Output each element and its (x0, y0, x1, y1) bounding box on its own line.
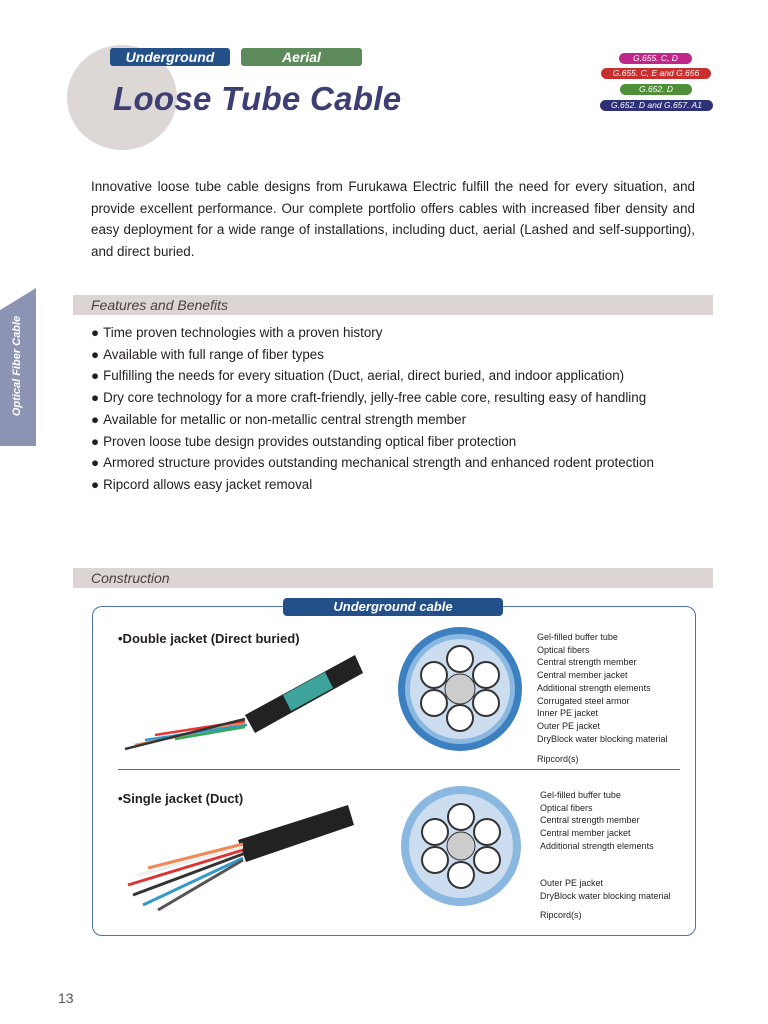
list-item: ● Dry core technology for a more craft-friendly, jelly-free cable core, resulting easy of handling (91, 387, 654, 409)
callout-label: Optical fibers (537, 644, 590, 655)
list-item: ● Ripcord allows easy jacket removal (91, 474, 654, 496)
list-item: ● Available for metallic or non-metallic central strength member (91, 409, 654, 431)
construction-heading-bar (73, 568, 713, 588)
list-item: ● Available with full range of fiber types (91, 344, 654, 366)
callout-label: Optical fibers (540, 802, 593, 813)
single-jacket-cable-image (118, 800, 358, 920)
sidebar-label: Optical Fiber Cable (11, 315, 23, 417)
callout-label: Inner PE jacket (537, 708, 599, 719)
features-heading: Features and Benefits (91, 297, 228, 313)
box-title: Underground cable (283, 598, 503, 616)
standard-badge: G.652. D (620, 84, 692, 95)
standard-badge: G.655. C, D (619, 53, 692, 64)
callout-label: Corrugated steel armor (537, 695, 630, 706)
single-jacket-labels (540, 789, 654, 853)
callout-label: Outer PE jacket (537, 720, 601, 731)
standard-badge: G.652. D and G.657. A1 (600, 100, 713, 111)
double-jacket-labels (537, 631, 668, 745)
divider (118, 769, 680, 770)
intro-paragraph: Innovative loose tube cable designs from Furukawa Electric fulfill the need for every situation, and provide excellent performance. Our complete portfolio offers cables with increased fiber density and easy deployment for a wide range of installations, including duct, aerial (Lashed and self-supporting), and direct buried. (91, 179, 695, 259)
double-jacket-cross-section (396, 627, 526, 752)
features-list (91, 322, 654, 496)
list-item: ● Fulfilling the needs for every situation (Duct, aerial, direct buried, and indoor application) (91, 365, 654, 387)
list-item: ● Armored structure provides outstanding mechanical strength and enhanced rodent protection (91, 452, 654, 474)
callout-label: DryBlock water blocking material (537, 733, 668, 744)
callout-label: Additional strength elements (540, 840, 654, 851)
callout-label: Gel-filled buffer tube (537, 632, 618, 642)
page-title: Loose Tube Cable (113, 80, 402, 117)
features-heading-bar (73, 295, 713, 315)
callout-label: Central strength member (540, 815, 640, 826)
list-item: ● Time proven technologies with a proven history (91, 322, 654, 344)
ripcord-label: Ripcord(s) (540, 910, 582, 920)
single-jacket-cross-section (400, 786, 522, 906)
callout-label: Central member jacket (537, 670, 628, 681)
ripcord-label: Ripcord(s) (537, 754, 579, 764)
double-jacket-cable-image (115, 645, 365, 760)
construction-heading: Construction (91, 570, 170, 586)
callout-label: Additional strength elements (537, 682, 651, 693)
double-jacket-title: •Double jacket (Direct buried) (118, 631, 300, 646)
callout-label: Central strength member (537, 657, 637, 668)
callout-label: Gel-filled buffer tube (540, 790, 621, 800)
tab-underground: Underground (110, 48, 230, 66)
callout-label: DryBlock water blocking material (540, 890, 671, 901)
callout-label: Central member jacket (540, 828, 631, 839)
standard-badge: G.655. C, E and G.656 (601, 68, 711, 79)
callout-label: Outer PE jacket (540, 878, 604, 888)
list-item: ● Proven loose tube design provides outstanding optical fiber protection (91, 431, 654, 453)
single-jacket-labels-lower (540, 877, 671, 902)
page-number: 13 (58, 990, 74, 1006)
tab-aerial: Aerial (241, 48, 362, 66)
single-jacket-title: •Single jacket (Duct) (118, 791, 244, 806)
